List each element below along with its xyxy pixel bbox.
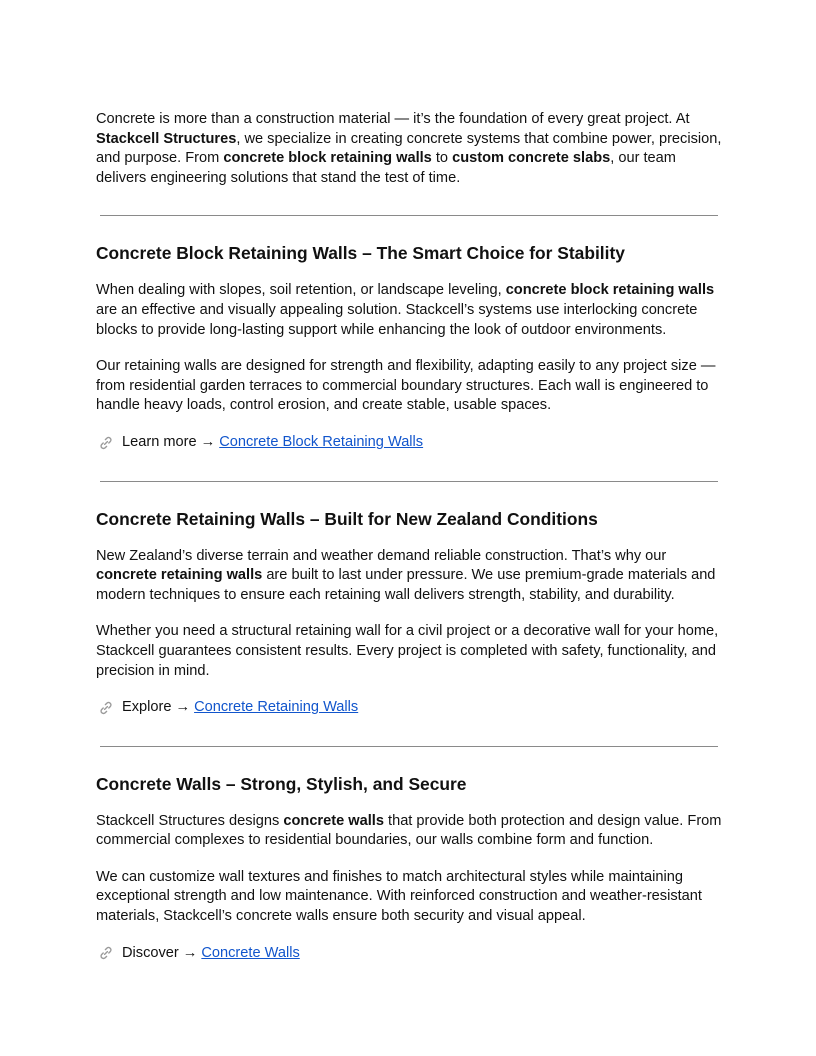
bold-keyword: concrete block retaining walls xyxy=(505,282,715,299)
link-line xyxy=(96,944,722,964)
intro-bold-slabs: custom concrete slabs xyxy=(452,150,611,167)
section-divider xyxy=(100,746,718,747)
link-retaining-walls[interactable]: Concrete Retaining Walls xyxy=(194,699,359,716)
arrow-glyph: → xyxy=(200,433,216,450)
link-icon xyxy=(98,435,114,451)
section-block-retaining-walls xyxy=(96,242,722,452)
link-concrete-walls[interactable]: Concrete Walls xyxy=(201,944,300,961)
intro-paragraph xyxy=(96,110,722,188)
intro-text: to xyxy=(431,150,453,167)
document-page xyxy=(96,110,722,963)
link-icon xyxy=(98,945,114,961)
link-block-retaining-walls[interactable]: Concrete Block Retaining Walls xyxy=(219,433,424,450)
link-icon xyxy=(98,700,114,716)
section-heading: Concrete Walls – Strong, Stylish, and Secure xyxy=(96,773,467,794)
section-paragraph: Our retaining walls are designed for strength and flexibility, adapting easily to any project size — from residential garden terraces to commercial boundary structures. Each wall is engineered to handle heavy loads, control erosion, and create stable, usable spaces. xyxy=(96,358,716,414)
section-paragraph: New Zealand’s diverse terrain and weather demand reliable construction. That’s why our concrete retaining walls are built to last under pressure. We use premium-grade materials and modern techniques to ensure each retaining wall delivers strength, stability, and durability. xyxy=(96,547,716,603)
section-retaining-walls-nz xyxy=(96,508,722,718)
intro-bold-company: Stackcell Structures xyxy=(96,130,237,147)
section-paragraph: We can customize wall textures and finishes to match architectural styles while maintaining exceptional strength and low maintenance. With reinforced construction and weather-resistant materials, Stackcell’s concrete walls ensure both security and visual appeal. xyxy=(96,868,702,925)
intro-text: , our team delivers engineering solutions that stand the test of time. xyxy=(96,150,676,186)
arrow-glyph: → xyxy=(182,944,198,961)
section-paragraph: When dealing with slopes, soil retention, or landscape leveling, concrete block retaining walls are an effective and visually appealing solution. Stackcell’s systems use interlocking concrete blocks to provide long-lasting support while enhancing the look of outdoor environments. xyxy=(96,282,715,338)
section-heading: Concrete Block Retaining Walls – The Smart Choice for Stability xyxy=(96,243,625,264)
bold-keyword: concrete retaining walls xyxy=(96,567,263,584)
section-divider xyxy=(100,481,718,482)
link-line xyxy=(96,698,722,718)
intro-text: Concrete is more than a construction material — it’s the foundation of every great project. At xyxy=(96,111,690,127)
section-concrete-walls xyxy=(96,773,722,964)
arrow-glyph: → xyxy=(175,699,191,716)
link-line xyxy=(96,433,722,453)
section-paragraph: Whether you need a structural retaining wall for a civil project or a decorative wall for your home, Stackcell guarantees consistent results. Every project is completed with safety, functionality, and precision in mind. xyxy=(96,623,719,679)
section-paragraph: Stackcell Structures designs concrete walls that provide both protection and design value. From commercial complexes to residential boundaries, our walls combine form and function. xyxy=(96,812,722,849)
link-prefix: Learn more xyxy=(122,433,197,450)
section-heading: Concrete Retaining Walls – Built for New Zealand Conditions xyxy=(96,508,598,529)
link-prefix: Discover xyxy=(122,944,179,961)
link-prefix: Explore xyxy=(122,699,172,716)
section-divider xyxy=(100,215,718,216)
intro-bold-block-walls: concrete block retaining walls xyxy=(223,150,432,167)
intro-text: , we specialize in creating concrete systems that combine power, precision, and purpose. From xyxy=(96,130,722,167)
bold-keyword: concrete walls xyxy=(283,812,384,829)
